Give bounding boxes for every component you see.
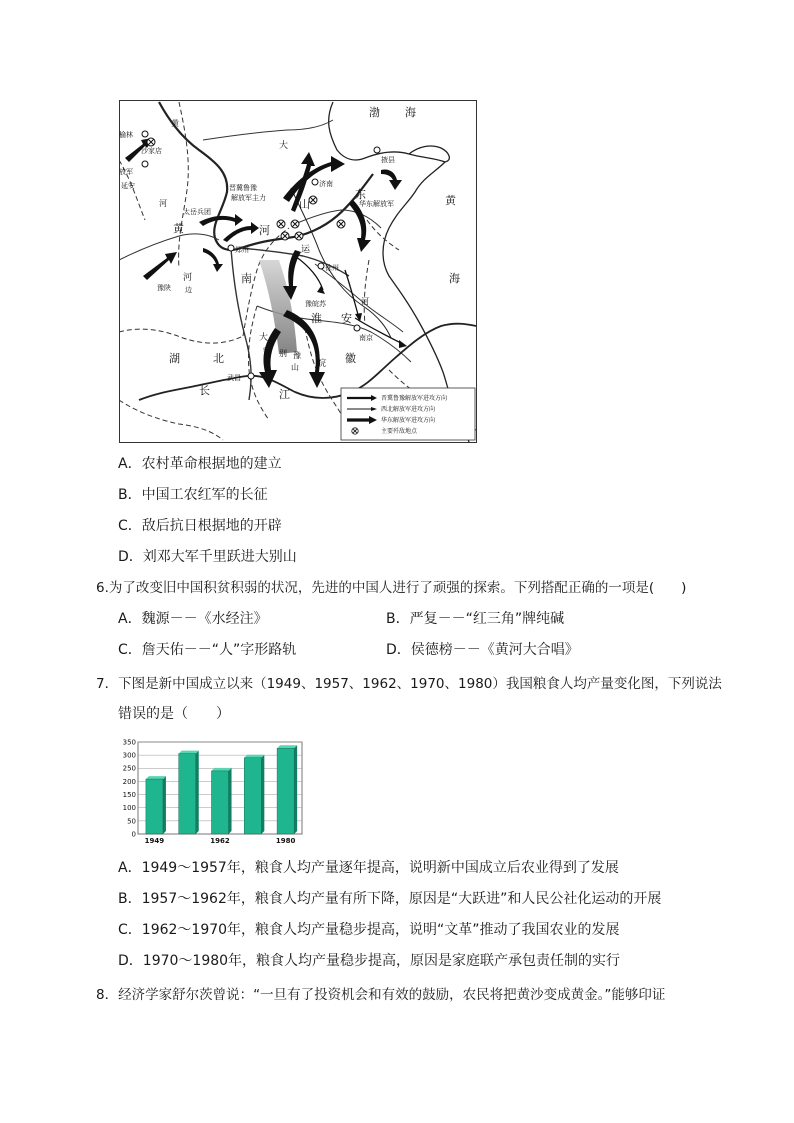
svg-text:河: 河 [361, 297, 369, 306]
svg-text:徐州: 徐州 [325, 264, 339, 272]
q5-option-a: A．农村革命根据地的建立 [118, 456, 282, 472]
x-tick-label: 1980 [275, 837, 296, 845]
bar-face [277, 748, 294, 834]
svg-text:豫皖苏: 豫皖苏 [305, 300, 326, 308]
bar-side [163, 776, 166, 834]
bar-top [146, 776, 166, 779]
svg-text:放军: 放军 [119, 168, 133, 176]
map-legend [341, 388, 475, 440]
y-tick-label: 200 [122, 777, 136, 786]
svg-text:湖: 湖 [169, 352, 180, 365]
svg-text:华东解放军: 华东解放军 [359, 200, 394, 208]
svg-text:鄂: 鄂 [263, 347, 271, 356]
bar-1980 [277, 745, 297, 834]
svg-text:海: 海 [449, 272, 460, 285]
svg-text:安: 安 [341, 312, 352, 325]
q7-stem-line1: 7．下图是新中国成立以来（1949、1957、1962、1970、1980）我国粮食人均产量变化图，下列说法 [96, 676, 722, 692]
q8-stem: 8．经济学家舒尔茨曾说：“一旦有了投资机会和有效的鼓励，农民将把黄沙变成黄金。”能够印证 [96, 987, 666, 1003]
bar-top [211, 768, 231, 771]
q7-option-b: B．1957～1962年，粮食人均产量有所下降，原因是“大跃进”和人民公社化运动的开展 [118, 891, 662, 907]
q7-option-a: A．1949～1957年，粮食人均产量逐年提高，说明新中国成立后农业得到了发展 [118, 860, 619, 876]
bar-face [179, 754, 196, 834]
bar-side [229, 768, 232, 834]
y-tick-label: 250 [122, 764, 136, 773]
svg-text:河: 河 [183, 273, 193, 283]
svg-text:晋冀鲁豫: 晋冀鲁豫 [229, 184, 257, 192]
campaign-map [119, 100, 477, 443]
q7-stem-line2: 错误的是（ ） [118, 706, 230, 722]
grain-per-capita-chart [118, 736, 308, 848]
svg-text:长: 长 [199, 384, 210, 397]
svg-text:沙家店: 沙家店 [141, 147, 162, 155]
bar-1949 [146, 776, 166, 834]
x-tick-label: 1962 [210, 837, 230, 845]
legend-item-2: 西北解放军进攻方向 [381, 406, 436, 413]
svg-text:河: 河 [259, 224, 270, 237]
svg-text:大: 大 [279, 141, 289, 151]
svg-text:黄: 黄 [171, 119, 179, 128]
bar-1962 [211, 768, 231, 834]
x-tick-label: 1949 [144, 837, 165, 845]
svg-text:别: 别 [279, 349, 287, 358]
svg-text:边: 边 [185, 286, 192, 294]
svg-text:榆林: 榆林 [119, 131, 133, 139]
svg-text:海: 海 [405, 106, 416, 119]
bar-top [244, 755, 264, 758]
q5-option-b: B．中国工农红军的长征 [118, 487, 268, 503]
svg-text:江: 江 [279, 388, 290, 401]
q7-option-c: C．1962～1970年，粮食人均产量稳步提高，说明“文革”推动了我国农业的发展 [118, 922, 620, 938]
bar-side [196, 751, 199, 834]
svg-text:武昌: 武昌 [227, 374, 241, 382]
svg-text:皖: 皖 [317, 359, 327, 369]
y-tick-label: 150 [122, 790, 136, 799]
svg-text:太岳兵团: 太岳兵团 [183, 208, 211, 216]
bar-face [244, 758, 261, 834]
svg-text:河: 河 [159, 199, 167, 208]
y-tick-label: 350 [122, 738, 136, 747]
chart-x-ticks [145, 837, 296, 845]
q6-stem: 6.为了改变旧中国积贫积弱的状况，先进的中国人进行了顽强的探索。下列搭配正确的一项是( ) [96, 580, 687, 596]
svg-text:南京: 南京 [359, 334, 373, 342]
q6-option-a: A．魏源－－《水经注》 [118, 611, 268, 627]
bar-face [211, 771, 228, 834]
svg-text:解放军主力: 解放军主力 [231, 194, 266, 202]
bar-top [179, 751, 199, 754]
svg-text:山: 山 [291, 363, 299, 372]
q7-option-d: D．1970～1980年，粮食人均产量稳步提高，原因是家庭联产承包责任制的实行 [118, 953, 621, 969]
svg-text:山: 山 [299, 198, 310, 211]
q6-option-d: D．侯德榜－－《黄河大合唱》 [386, 642, 579, 658]
svg-text:淮: 淮 [311, 312, 322, 325]
svg-text:南: 南 [241, 272, 252, 285]
bar-top [277, 745, 297, 748]
y-tick-label: 100 [122, 804, 136, 813]
q6-option-b: B．严复－－“红三角”牌纯碱 [386, 611, 565, 627]
bar-1957 [179, 751, 199, 834]
svg-text:郑州: 郑州 [235, 246, 249, 254]
svg-text:运: 运 [301, 245, 311, 255]
bar-face [146, 779, 163, 834]
q5-option-c: C．敌后抗日根据地的开辟 [118, 518, 282, 534]
y-tick-label: 300 [122, 751, 136, 760]
svg-text:徽: 徽 [345, 352, 356, 365]
q5-option-d: D．刘邓大军千里跃进大别山 [118, 549, 297, 565]
q6-option-c: C．詹天佑－－“人”字形路轨 [118, 642, 297, 658]
svg-text:大: 大 [259, 333, 269, 343]
bar-side [294, 745, 297, 834]
y-tick-label: 0 [131, 830, 136, 839]
svg-text:豫: 豫 [293, 351, 301, 360]
legend-item-1: 晋冀鲁豫解放军进攻方向 [381, 395, 448, 402]
svg-text:济南: 济南 [319, 180, 333, 188]
svg-text:豫陕: 豫陕 [157, 284, 171, 292]
bar-1970 [244, 755, 264, 834]
svg-text:延安: 延安 [121, 182, 135, 190]
svg-text:东: 东 [355, 188, 366, 201]
svg-text:掖县: 掖县 [381, 156, 395, 164]
svg-text:黄: 黄 [445, 194, 456, 207]
svg-text:北: 北 [213, 352, 224, 365]
svg-text:黄: 黄 [173, 222, 184, 235]
svg-text:渤: 渤 [369, 106, 380, 119]
bar-side [261, 755, 264, 834]
legend-item-3: 华东解放军进攻方向 [381, 417, 436, 424]
y-tick-label: 50 [127, 817, 136, 826]
chart-y-ticks [123, 738, 136, 838]
legend-item-4: 主要歼敌地点 [381, 428, 418, 435]
